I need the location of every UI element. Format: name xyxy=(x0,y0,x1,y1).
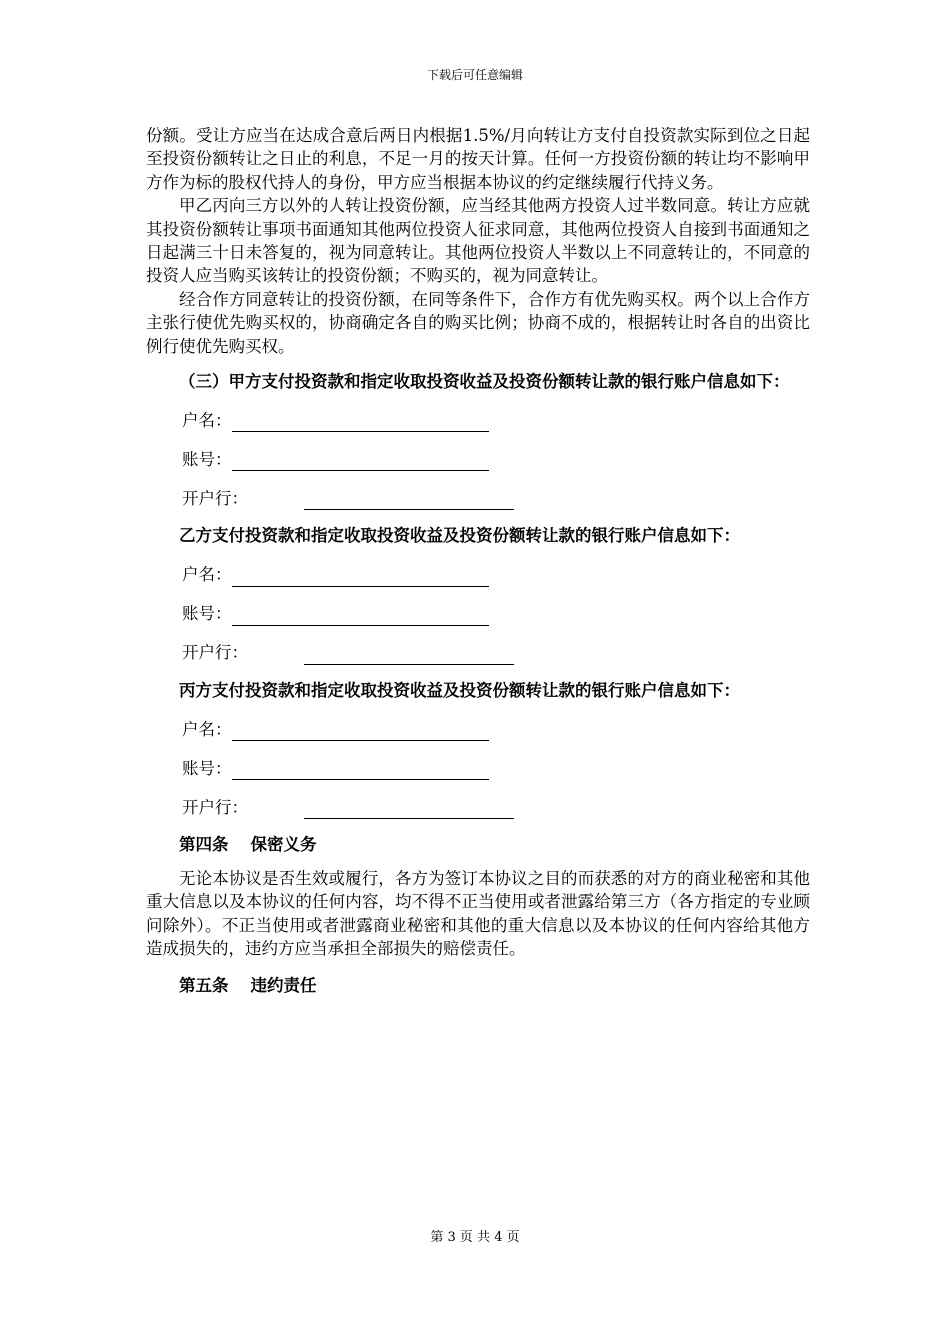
article-4-number: 第四条 xyxy=(179,835,229,855)
article-4-heading xyxy=(146,833,810,856)
field-label: 户名： xyxy=(182,565,232,585)
field-label: 开户行： xyxy=(182,489,248,509)
blank-line xyxy=(232,411,489,432)
blank-line xyxy=(232,720,489,741)
page-header: 下载后可任意编辑 xyxy=(426,68,523,82)
party-c-bank-field[interactable] xyxy=(182,797,810,819)
article-5-title: 违约责任 xyxy=(250,976,317,996)
field-label: 账号： xyxy=(182,604,232,624)
party-c-name-field[interactable] xyxy=(182,719,810,741)
party-b-account-field[interactable] xyxy=(182,604,810,626)
blank-line xyxy=(232,759,489,780)
blank-line xyxy=(232,566,489,587)
party-c-bank-title: 丙方支付投资款和指定收取投资收益及投资份额转让款的银行账户信息如下： xyxy=(179,680,740,700)
party-b-bank-field[interactable] xyxy=(182,643,810,665)
blank-line xyxy=(232,450,489,471)
section-3-title: （三）甲方支付投资款和指定收取投资收益及投资份额转让款的银行账户信息如下： xyxy=(179,372,790,392)
article-4-body: 无论本协议是否生效或履行，各方为签订本协议之目的而获悉的对方的商业秘密和其他重大信息以及本协议的任何内容，均不得不正当使用或者泄露给第三方（各方指定的专业顾问除外）。不正当使用或者泄露商业秘密和其他的重大信息以及本协议的任何内容给其他方造成损失的，违约方应当承担全部损失的赔偿责任。 xyxy=(146,868,810,958)
field-label: 开户行： xyxy=(182,643,248,663)
field-label: 户名： xyxy=(182,411,232,431)
blank-line xyxy=(304,489,514,510)
party-c-account-field[interactable] xyxy=(182,758,810,780)
blank-line xyxy=(232,605,489,626)
paragraph-transfer-interest: 份额。受让方应当在达成合意后两日内根据1.5%/月向转让方支付自投资款实际到位之日起至投资份额转让之日止的利息，不足一月的按天计算。任何一方投资份额的转让均不影响甲方作为标的股权代持人的身份，甲方应当根据本协议的约定继续履行代持义务。 xyxy=(146,126,810,192)
article-5-heading xyxy=(146,974,810,997)
blank-line xyxy=(304,644,514,665)
blank-line xyxy=(304,798,514,819)
page-footer: 第 3 页 共 4 页 xyxy=(430,1230,520,1245)
article-5-number: 第五条 xyxy=(179,976,229,996)
field-label: 账号： xyxy=(182,450,232,470)
field-label: 开户行： xyxy=(182,797,248,817)
field-label: 账号： xyxy=(182,758,232,778)
field-label: 户名： xyxy=(182,719,232,739)
paragraph-external-transfer: 甲乙丙向三方以外的人转让投资份额，应当经其他两方投资人过半数同意。转让方应就其投资份额转让事项书面通知其他两位投资人征求同意，其他两位投资人自接到书面通知之日起满三十日未答复的，视为同意转让。其他两位投资人半数以上不同意转让的，不同意的投资人应当购买该转让的投资份额；不购买的，视为同意转让。 xyxy=(146,196,810,286)
party-a-bank-field[interactable] xyxy=(182,488,810,510)
party-a-name-field[interactable] xyxy=(182,410,810,432)
party-b-name-field[interactable] xyxy=(182,565,810,587)
party-b-bank-title: 乙方支付投资款和指定收取投资收益及投资份额转让款的银行账户信息如下： xyxy=(179,526,740,546)
article-4-title: 保密义务 xyxy=(250,835,317,855)
paragraph-preemptive-right: 经合作方同意转让的投资份额，在同等条件下，合作方有优先购买权。两个以上合作方主张行使优先购买权的，协商确定各自的购买比例；协商不成的，根据转让时各自的出资比例行使优先购买权。 xyxy=(146,289,810,356)
party-a-account-field[interactable] xyxy=(182,449,810,471)
document-body xyxy=(146,124,810,998)
